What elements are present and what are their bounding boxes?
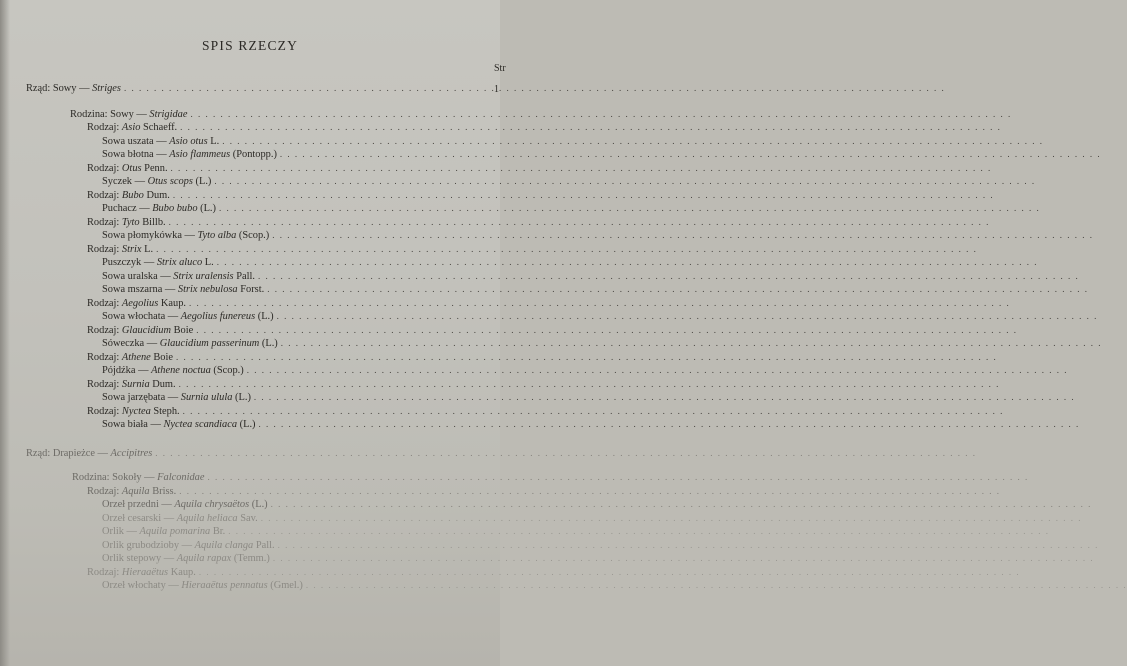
toc-entry-species: Puszczyk — Strix aluco L. . . . [102,257,482,271]
dot-leader [176,352,997,362]
toc-entry-species: Sowa uralska — Strix uralensis Pall. . . . [102,271,482,285]
dot-leader [306,580,1127,590]
toc-entry-genus: Rodzaj: Glaucidium Boie . . . [87,325,482,339]
dot-leader [189,298,1010,308]
toc-entry-genus: Rodzaj: Nyctea Steph. . . . [87,406,482,420]
dot-leader [280,149,1101,159]
toc-entry-species: Sowa jarzębata — Surnia ulula (L.) . . . [102,392,482,406]
dot-leader [272,230,1093,240]
dot-leader [217,257,1038,267]
toc-entry-species: Sowa płomykówka — Tyto alba (Scop.) . . . [102,230,482,244]
dot-leader [156,244,977,254]
toc-entry-species: Orlik grubodzioby — Aquila clanga Pall. . . . [102,540,482,554]
page-title: SPIS RZECZY [201,38,299,53]
toc-entry-genus: Rodzaj: Surnia Dum. . . . [87,379,482,393]
toc-entry-genus: Rodzaj: Aquila Briss. . . . [87,486,482,500]
dot-leader [258,271,1079,281]
dot-leader [155,448,976,458]
toc-entry-order: Rząd: Sowy — Striges . . . [26,83,484,97]
toc-entry-genus: Rodzaj: Asio Schaeff. . . . [87,122,482,136]
toc-entry-order: Rząd: Drapieżce — Accipitres . . . [26,448,482,462]
dot-leader [278,540,1099,550]
toc-entry-genus: Rodzaj: Otus Penn. . . . [87,163,482,177]
dot-leader [124,83,945,93]
dot-leader [267,284,1088,294]
dot-leader [196,325,1017,335]
dot-leader [179,379,1000,389]
toc-entry-family: Rodzina: Sowy — Strigidae . . . [70,109,482,123]
dot-leader [261,513,1082,523]
toc-entry-species: Sowa włochata — Aegolius funereus (L.) . . . [102,311,482,325]
toc-entry-genus: Rodzaj: Bubo Dum. . . . [87,190,482,204]
dot-leader [219,203,1040,213]
dot-leader [254,392,1075,402]
toc-entry-species: Orzeł cesarski — Aquila heliaca Sav. . . . [102,513,482,527]
dot-leader [180,122,1001,132]
dot-leader [259,419,1080,429]
toc-entry-species: Sowa mszarna — Strix nebulosa Forst. . . . [102,284,482,298]
toc-entry-species: Orzeł przedni — Aquila chrysaëtos (L.) . . . [102,499,482,513]
dot-leader [179,486,1000,496]
toc-entry-species: Syczek — Otus scops (L.) . . . [102,176,482,190]
dot-leader [171,163,992,173]
toc-entry-genus: Rodzaj: Aegolius Kaup. . . . [87,298,482,312]
toc-entry-genus: Rodzaj: Athene Boie . . . [87,352,482,366]
dot-leader [207,472,1028,482]
dot-leader [247,365,1068,375]
edge-page-number-fragment: 1 [494,84,499,95]
dot-leader [273,553,1094,563]
toc-entry-species: Sowa błotna — Asio flammeus (Pontopp.) . . . [102,149,482,163]
toc-entry-species: Sowa biała — Nyctea scandiaca (L.) . . . [102,419,482,433]
dot-leader [173,190,994,200]
toc-entry-species: Puchacz — Bubo bubo (L.) . . . [102,203,482,217]
toc-entry-family: Rodzina: Sokoły — Falconidae . . . [72,472,482,486]
toc-entry-species: Sóweczka — Glaucidium passerinum (L.) . . . [102,338,482,352]
toc-entry-species: Sowa uszata — Asio otus L. . . . [102,136,482,150]
toc-entry-genus: Rodzaj: Strix L. . . . [87,244,482,258]
edge-heading-fragment: Str [494,63,506,74]
dot-leader [183,406,1004,416]
toc-entry-species: Orlik — Aquila pomarina Br. . . . [102,526,482,540]
toc-entry-genus: Rodzaj: Hieraaëtus Kaup. . . . [87,567,482,581]
dot-leader [271,499,1092,509]
binding-shadow [0,0,10,666]
dot-leader [169,217,990,227]
document-page [0,0,506,666]
dot-leader [228,526,1049,536]
dot-leader [222,136,1043,146]
toc-entry-species: Orzeł włochaty — Hieraaëtus pennatus (Gmel.) . . . [102,580,482,594]
dot-leader [199,567,1020,577]
dot-leader [214,176,1035,186]
dot-leader [277,311,1098,321]
dot-leader [281,338,1102,348]
toc-entry-genus: Rodzaj: Tyto Billb. . . . [87,217,482,231]
toc-entry-species: Pójdźka — Athene noctua (Scop.) . . . [102,365,482,379]
dot-leader [190,109,1011,119]
toc-entry-species: Orlik stepowy — Aquila rapax (Temm.) . . . [102,553,482,567]
